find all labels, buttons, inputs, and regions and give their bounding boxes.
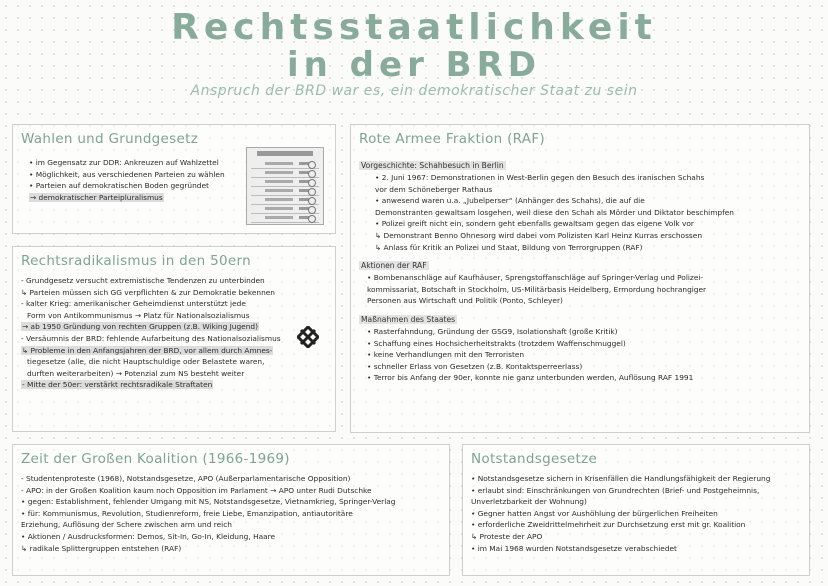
text-line: • Parteien auf demokratischen Boden gegründet — [29, 181, 209, 191]
subsection-heading: Aktionen der RAF — [361, 261, 427, 271]
text-line — [21, 345, 327, 357]
text-line: • keine Verhandlungen mit den Terroristen — [367, 350, 525, 360]
ballot-paper-icon — [246, 147, 324, 225]
text-line: Form von Antikommunismus → Platz für Nationalsozialismus — [27, 310, 250, 320]
text-line: • Schaffung eines Hochsicherheitstrakts (trotzdem Waffenschmuggel) — [367, 338, 626, 348]
text-line: Erziehung, Auflösung der Schere zwischen arm und reich — [21, 520, 232, 530]
text-line: ↳ radikale Splittergruppen entstehen (RAF) — [21, 543, 182, 553]
text-line: durften weiterarbeiten) → Potenzial zum NS besteht weiter — [27, 368, 245, 378]
text-line: • Terror bis Anfang der 90er, konnte nie ganz unterbunden werden, Auflösung RAF 1991 — [367, 373, 694, 383]
text-line: ↳ Proteste der APO — [471, 531, 543, 541]
text-line: - Versäumnis der BRD: fehlende Aufarbeitung des Nationalsozialismus — [21, 333, 281, 343]
text-line: • Möglichkeit, aus verschiedenen Parteien zu wählen — [29, 169, 225, 179]
text-line: - Grundgesetz versucht extremistische Tendenzen zu unterbinden — [21, 276, 265, 285]
subsection-heading: Vorgeschichte: Schahbesuch in Berlin — [361, 161, 504, 170]
text-line: • für: Kommunismus, Revolution, Studienreform, freie Liebe, Emanzipation, antiautoritäre — [21, 508, 353, 518]
text-line: • Notstandsgesetze sichern in Krisenfällen die Handlungsfähigkeit der Regierung — [471, 474, 771, 483]
text-line: - APO: in der Großen Koalition kaum noch Opposition im Parlament → APO unter Rudi Dutschke — [21, 485, 372, 495]
text-line: • anwesend waren u.a. „Jubelperser“ (Anhänger des Schahs), die auf die — [375, 196, 645, 206]
text-line: - Studentenproteste (1968), Notstandsgesetze, APO (Außerparlamentarische Opposition) — [21, 474, 351, 483]
text-line: • im Gegensatz zur DDR: Ankreuzen auf Wahlzettel — [29, 158, 219, 167]
text-line: • schneller Erlass von Gesetzen (z.B. Kontaktsperreerlass) — [367, 361, 583, 371]
section-raf — [350, 124, 810, 433]
page-title: Rechtsstaatlichkeit — [171, 7, 657, 48]
text-line: • gegen: Establishment, fehlender Umgang mit NS, Notstandsgesetze, Vietnamkrieg, Springer-Verlag — [21, 497, 396, 507]
section-heading: Rechtsradikalismus in den 50ern — [21, 253, 251, 269]
text-line: • im Mai 1968 wurden Notstandsgesetze verabschiedet — [471, 543, 677, 553]
text-line: Demonstranten gewaltsam losgehen, weil diese den Schah als Mörder und Diktator beschimpfen — [375, 207, 734, 217]
highlight: - Mitte der 50er: verstärkt rechtsradikale Straftaten — [22, 380, 213, 390]
section-grosse-koalition — [12, 444, 450, 576]
subsection-heading: Maßnahmen des Staates — [361, 314, 456, 324]
text-line: ↳ Anlass für Kritik an Polizei und Staat, Bildung von Terrorgruppen (RAF) — [375, 242, 643, 252]
text-line: • Bombenanschläge auf Kaufhäuser, Sprengstoffanschläge auf Springer-Verlag und Polizei- — [367, 273, 704, 283]
runic-symbol-icon — [297, 326, 319, 348]
text-line: tiegesetze (alle, die nicht Hauptschuldige oder Belastete waren, — [27, 357, 265, 367]
text-line: • Aktionen / Ausdrucksformen: Demos, Sit-In, Go-In, Kleidung, Haare — [21, 531, 276, 541]
text-line: • Polizei greift nicht ein, sondern geht ebenfalls gewaltsam gegen das eigene Volk vor — [375, 219, 694, 229]
text-line: • erlaubt sind: Einschränkungen von Grundrechten (Brief- und Postgeheimnis, — [471, 485, 760, 495]
text-line: vor dem Schöneberger Rathaus — [375, 184, 493, 194]
text-line — [21, 321, 327, 333]
page-title-line2: in der BRD — [286, 45, 542, 85]
section-heading: Zeit der Großen Koalition (1966-1969) — [21, 451, 290, 467]
section-rechtsradikalismus — [12, 246, 336, 432]
text-line: Personen aus Wirtschaft und Politik (Ponto, Schleyer) — [367, 296, 563, 306]
text-line: • Rasterfahndung, Gründung der GSG9, Isolationshaft (große Kritik) — [367, 326, 618, 336]
highlight: ↳ Probleme in den Anfangsjahren der BRD, vor allem durch Amnes- — [22, 345, 273, 355]
page-subtitle: Anspruch der BRD war es, ein demokratischer Staat zu sein — [190, 83, 638, 99]
highlight: → ab 1950 Gründung von rechten Gruppen (z.B. Wiking Jugend) — [22, 322, 258, 332]
text-line: - kalter Krieg: amerikanischer Geheimdienst unterstützt jede — [21, 299, 246, 309]
section-heading: Rote Armee Fraktion (RAF) — [359, 131, 545, 147]
highlight: → demokratischer Parteipluralismus — [30, 192, 163, 202]
text-line: • 2. Juni 1967: Demonstrationen in West-Berlin gegen den Besuch des iranischen Schahs — [375, 173, 705, 182]
text-line: • erforderliche Zweidrittelmehrheit zur Durchsetzung erst mit gr. Koalition — [471, 520, 746, 530]
section-heading: Wahlen und Grundgesetz — [21, 131, 199, 147]
text-line: ↳ Parteien müssen sich GG verpflichten & zur Demokratie bekennen — [21, 287, 275, 297]
text-line: kommissariat, Botschaft in Stockholm, US-Militärbasis Heidelberg, Ermordung hochrangiger — [367, 284, 707, 294]
text-line: ↳ Demonstrant Benno Ohnesorg wird dabei vom Polizisten Karl Heinz Kurras erschossen — [375, 230, 703, 240]
section-heading: Notstandsgesetze — [471, 451, 598, 467]
text-line: Unverletzbarkeit der Wohnung) — [471, 497, 587, 507]
text-line: • Gegner hatten Angst vor Aushöhlung der bürgerlichen Freiheiten — [471, 508, 718, 518]
text-line — [21, 379, 327, 391]
section-notstandsgesetze — [462, 444, 810, 576]
